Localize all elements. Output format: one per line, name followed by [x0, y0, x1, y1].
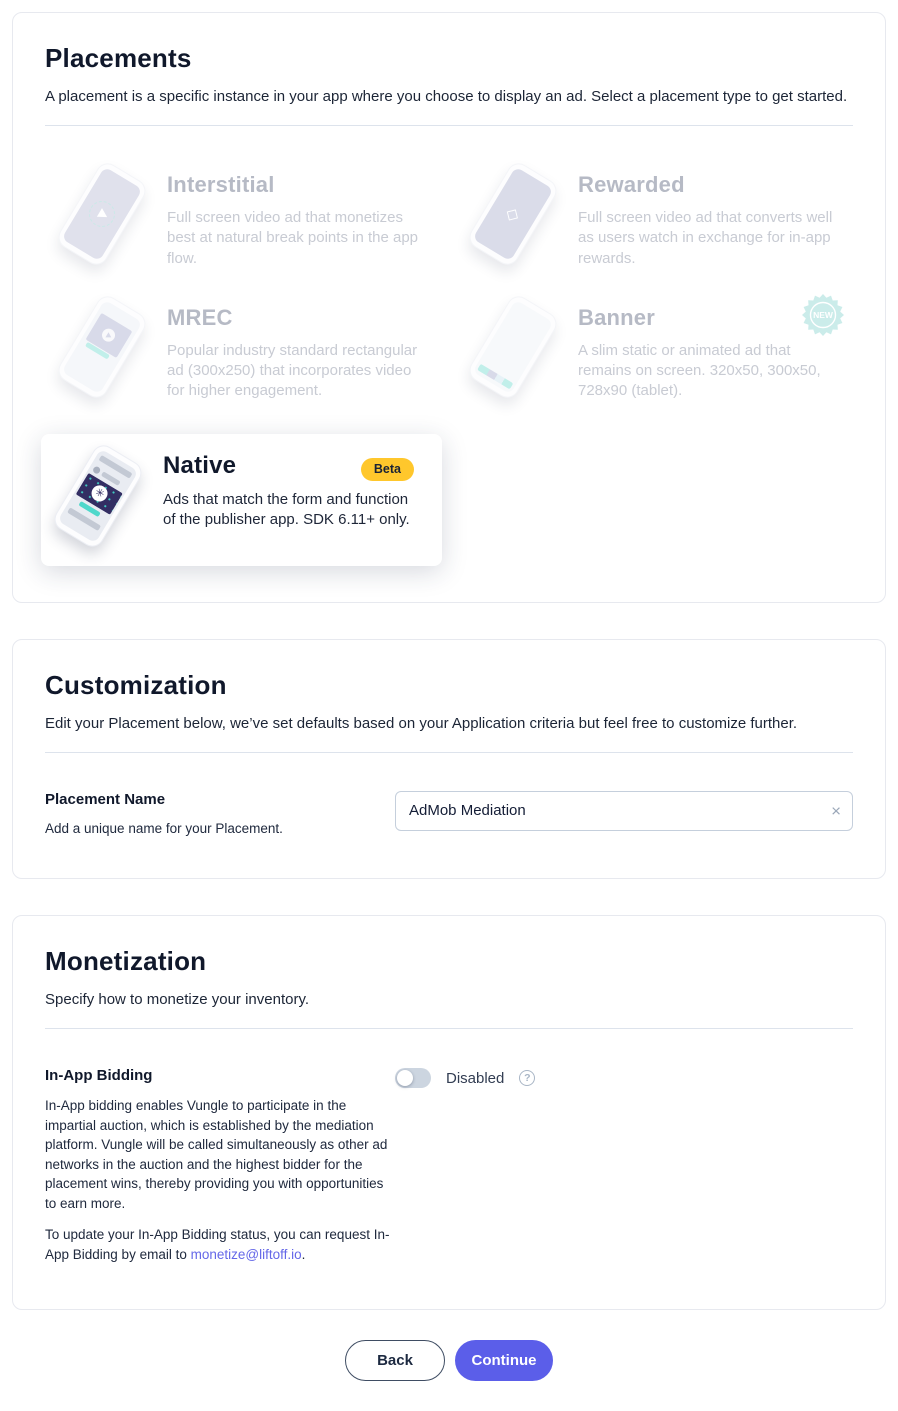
placement-type-banner[interactable] [456, 301, 853, 402]
placement-name-help: Add a unique name for your Placement. [45, 820, 283, 836]
banner-phone-icon [456, 301, 578, 401]
monetize-email-link[interactable]: monetize@liftoff.io [190, 1247, 302, 1262]
gem-icon: ◇ [502, 202, 524, 226]
placements-subtitle: A placement is a specific instance in your app where you choose to display an ad. Select a placement type to get started. [45, 88, 848, 105]
customization-section [12, 639, 886, 880]
customization-subtitle: Edit your Placement below, we’ve set defaults based on your Application criteria but feel free to customize further. [45, 714, 798, 732]
placement-type-interstitial[interactable] [45, 168, 442, 269]
mrec-phone-icon [45, 301, 167, 401]
divider [45, 752, 853, 753]
footer-actions [0, 1340, 898, 1381]
in-app-bidding-description: In-App bidding enables Vungle to participate in the impartial auction, which is established by the mediation platform. Vungle will be called simultaneously as other ad networks in the auction and the highest bidder for the placement wins, thereby providing you with opportunities to earn more. [45, 1098, 388, 1211]
placement-type-grid [45, 168, 853, 566]
in-app-bidding-note: To update your In-App Bidding status, you can request In-App Bidding by email to monetize@liftoff.io. [45, 1227, 390, 1262]
banner-strip-icon [477, 363, 514, 389]
placement-type-rewarded[interactable] [456, 168, 853, 269]
new-badge [801, 293, 845, 337]
svg-text:NEW: NEW [813, 309, 833, 320]
native-ad-icon: ✳ [75, 472, 123, 514]
placement-type-name: MREC [167, 304, 233, 330]
monetization-subtitle: Specify how to monetize your inventory. [45, 991, 310, 1009]
placement-name-label: Placement Name [45, 790, 166, 808]
placement-type-mrec[interactable] [45, 301, 442, 402]
beta-badge: Beta [361, 458, 414, 481]
continue-button[interactable]: Continue [455, 1340, 553, 1381]
placements-title: Placements [45, 43, 192, 73]
divider [45, 1028, 853, 1029]
monetization-section [12, 915, 886, 1310]
placement-name-input[interactable] [395, 791, 853, 831]
placements-section [12, 12, 886, 603]
rewarded-phone-icon [456, 168, 578, 268]
monetization-title: Monetization [45, 946, 207, 977]
in-app-bidding-toggle[interactable] [395, 1068, 431, 1088]
help-icon[interactable]: ? [519, 1070, 535, 1086]
toggle-state-label: Disabled [446, 1069, 505, 1087]
placement-type-description: Full screen video ad that monetizes best at natural break points in the app flow. [167, 209, 419, 267]
placement-type-name: Native [163, 451, 237, 479]
placement-type-native[interactable] [41, 434, 442, 566]
interstitial-phone-icon [45, 168, 167, 268]
in-app-bidding-label: In-App Bidding [45, 1067, 153, 1085]
placement-type-name: Interstitial [167, 172, 275, 197]
native-phone-icon [41, 450, 163, 550]
placement-type-description: Full screen video ad that converts well as users watch in exchange for in-app rewards. [578, 209, 833, 267]
placement-type-description: Popular industry standard rectangular ad (300x250) that incorporates video for higher engagement. [167, 341, 418, 400]
placement-type-name: Banner [578, 304, 655, 330]
customization-title: Customization [45, 669, 227, 700]
placement-type-name: Rewarded [578, 172, 685, 197]
divider [45, 125, 853, 126]
placement-type-description: Ads that match the form and function of the publisher app. SDK 6.11+ only. [163, 490, 410, 528]
clear-input-icon[interactable]: × [831, 801, 841, 820]
placement-type-description: A slim static or animated ad that remains on screen. 320x50, 300x50, 728x90 (tablet). [578, 341, 821, 400]
play-icon [84, 196, 120, 232]
back-button[interactable]: Back [345, 1340, 445, 1381]
